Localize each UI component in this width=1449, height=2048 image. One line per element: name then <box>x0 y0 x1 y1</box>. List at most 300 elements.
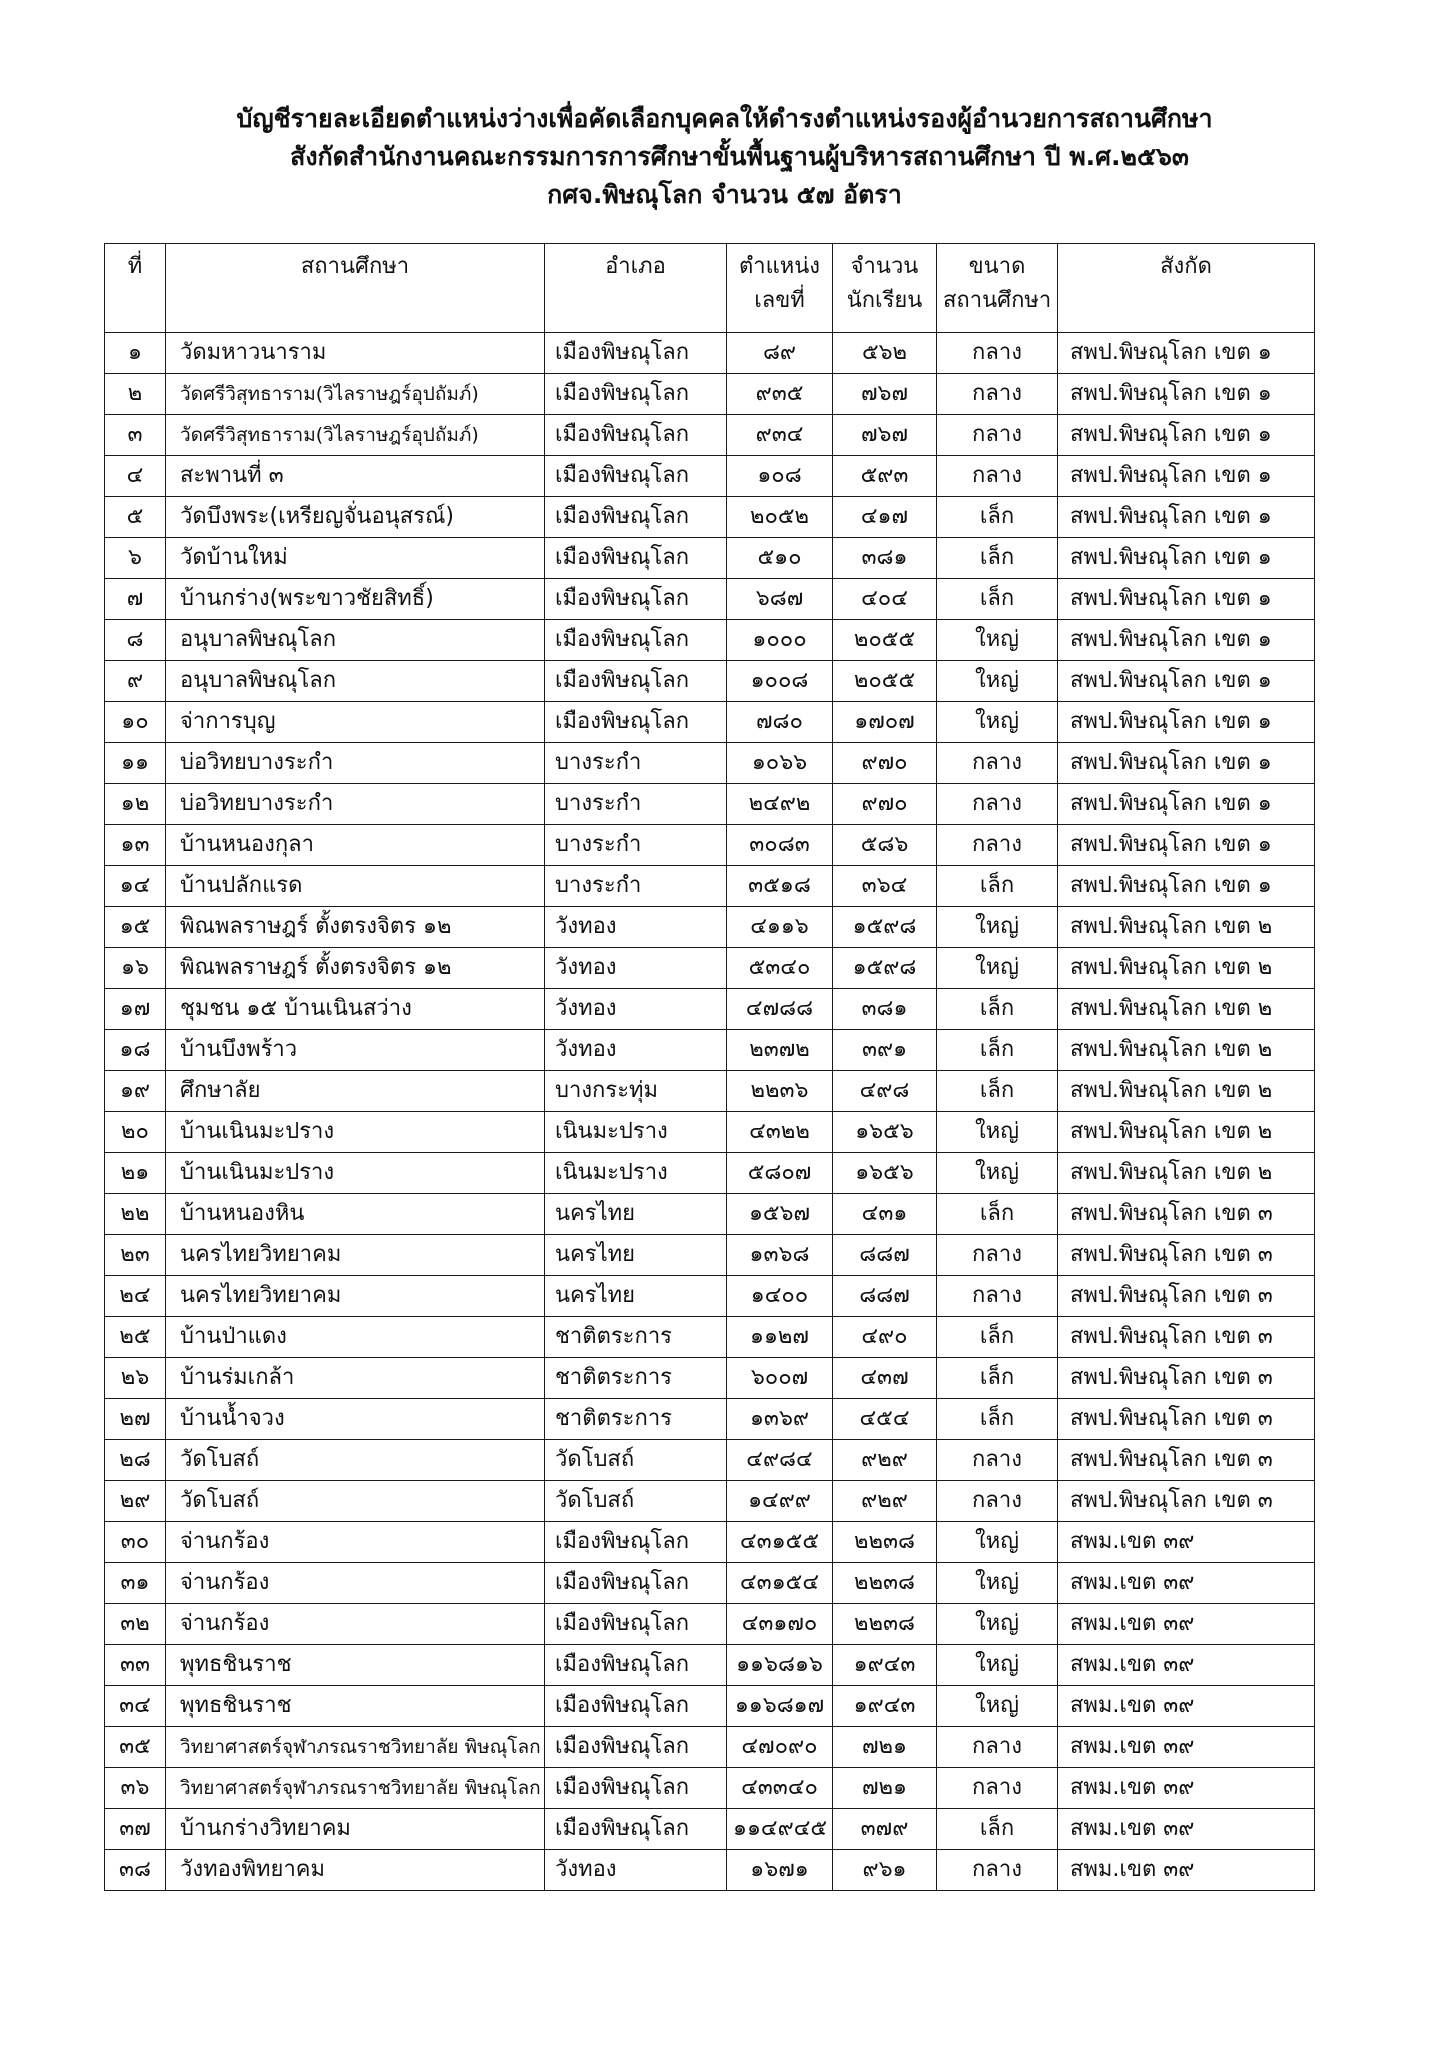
cell-district: บางกระทุ่ม <box>545 1071 727 1112</box>
header-position <box>727 244 833 333</box>
cell-affiliation: สพป.พิษณุโลก เขต ๓ <box>1058 1276 1315 1317</box>
cell-position: ๘๙ <box>727 333 833 374</box>
cell-district: วัดโบสถ์ <box>545 1440 727 1481</box>
cell-school: บ้านป่าแดง <box>166 1317 545 1358</box>
header-school: สถานศึกษา <box>166 244 545 333</box>
cell-affiliation: สพป.พิษณุโลก เขต ๓ <box>1058 1235 1315 1276</box>
cell-position: ๔๓๑๕๕ <box>727 1522 833 1563</box>
cell-school: บ้านหนองหิน <box>166 1194 545 1235</box>
cell-district: เมืองพิษณุโลก <box>545 538 727 579</box>
cell-district: วังทอง <box>545 948 727 989</box>
cell-position: ๗๘๐ <box>727 702 833 743</box>
cell-affiliation: สพป.พิษณุโลก เขต ๑ <box>1058 784 1315 825</box>
cell-size: กลาง <box>937 743 1058 784</box>
cell-affiliation: สพป.พิษณุโลก เขต ๑ <box>1058 333 1315 374</box>
cell-school: สะพานที่ ๓ <box>166 456 545 497</box>
cell-district: วังทอง <box>545 907 727 948</box>
cell-district: เมืองพิษณุโลก <box>545 1604 727 1645</box>
cell-size: กลาง <box>937 333 1058 374</box>
cell-size: กลาง <box>937 1481 1058 1522</box>
cell-position: ๔๑๑๖ <box>727 907 833 948</box>
cell-affiliation: สพม.เขต ๓๙ <box>1058 1809 1315 1850</box>
cell-no: ๒๐ <box>105 1112 166 1153</box>
cell-students: ๒๐๕๕ <box>833 620 937 661</box>
cell-students: ๔๐๔ <box>833 579 937 620</box>
cell-school: พิณพลราษฎร์ ตั้งตรงจิตร ๑๒ <box>166 948 545 989</box>
cell-size: เล็ก <box>937 1317 1058 1358</box>
cell-affiliation: สพป.พิษณุโลก เขต ๑ <box>1058 702 1315 743</box>
cell-school: บ้านเนินมะปราง <box>166 1112 545 1153</box>
cell-size: ใหญ่ <box>937 1522 1058 1563</box>
table-row <box>105 1276 1315 1317</box>
cell-no: ๕ <box>105 497 166 538</box>
cell-students: ๔๕๔ <box>833 1399 937 1440</box>
cell-students: ๑๗๐๗ <box>833 702 937 743</box>
cell-affiliation: สพป.พิษณุโลก เขต ๑ <box>1058 661 1315 702</box>
cell-affiliation: สพป.พิษณุโลก เขต ๓ <box>1058 1399 1315 1440</box>
cell-school: จ่าการบุญ <box>166 702 545 743</box>
header-students <box>833 244 937 333</box>
cell-size: เล็ก <box>937 989 1058 1030</box>
cell-position: ๔๓๒๒ <box>727 1112 833 1153</box>
cell-size: เล็ก <box>937 1809 1058 1850</box>
cell-students: ๗๖๗ <box>833 374 937 415</box>
cell-affiliation: สพป.พิษณุโลก เขต ๒ <box>1058 1071 1315 1112</box>
cell-size: เล็ก <box>937 1071 1058 1112</box>
header-students-line2: นักเรียน <box>846 288 923 313</box>
cell-affiliation: สพม.เขต ๓๙ <box>1058 1604 1315 1645</box>
table-row <box>105 1604 1315 1645</box>
cell-no: ๓๖ <box>105 1768 166 1809</box>
cell-size: เล็ก <box>937 1030 1058 1071</box>
table-row <box>105 333 1315 374</box>
cell-position: ๖๐๐๗ <box>727 1358 833 1399</box>
cell-district: ชาติตระการ <box>545 1399 727 1440</box>
cell-students: ๑๖๕๖ <box>833 1112 937 1153</box>
cell-position: ๔๓๓๔๐ <box>727 1768 833 1809</box>
cell-size: กลาง <box>937 1768 1058 1809</box>
cell-size: เล็ก <box>937 1194 1058 1235</box>
cell-students: ๒๐๕๕ <box>833 661 937 702</box>
cell-position: ๕๓๔๐ <box>727 948 833 989</box>
table-row <box>105 989 1315 1030</box>
table-row <box>105 1522 1315 1563</box>
cell-no: ๒๓ <box>105 1235 166 1276</box>
table-row <box>105 497 1315 538</box>
cell-size: กลาง <box>937 415 1058 456</box>
cell-school: พิณพลราษฎร์ ตั้งตรงจิตร ๑๒ <box>166 907 545 948</box>
cell-position: ๑๐๐๘ <box>727 661 833 702</box>
cell-students: ๕๙๓ <box>833 456 937 497</box>
cell-district: นครไทย <box>545 1276 727 1317</box>
cell-school: อนุบาลพิษณุโลก <box>166 661 545 702</box>
table-row <box>105 1317 1315 1358</box>
cell-position: ๙๓๔ <box>727 415 833 456</box>
header-position-line1: ตำแหน่ง <box>738 254 821 279</box>
cell-district: เมืองพิษณุโลก <box>545 1686 727 1727</box>
cell-school: อนุบาลพิษณุโลก <box>166 620 545 661</box>
cell-district: เมืองพิษณุโลก <box>545 1809 727 1850</box>
table-row <box>105 620 1315 661</box>
cell-school: จ่านกร้อง <box>166 1522 545 1563</box>
document-title: บัญชีรายละเอียดตำแหน่งว่างเพื่อคัดเลือกบุคคลให้ดำรงตำแหน่งรองผู้อำนวยการสถานศึกษา <box>236 104 1213 133</box>
cell-position: ๑๑๔๙๔๕ <box>727 1809 833 1850</box>
cell-no: ๑๖ <box>105 948 166 989</box>
table-row <box>105 1153 1315 1194</box>
cell-district: วังทอง <box>545 1850 727 1891</box>
cell-affiliation: สพป.พิษณุโลก เขต ๑ <box>1058 620 1315 661</box>
table-row <box>105 1071 1315 1112</box>
cell-affiliation: สพม.เขต ๓๙ <box>1058 1850 1315 1891</box>
table-row <box>105 1563 1315 1604</box>
cell-no: ๓๐ <box>105 1522 166 1563</box>
cell-district: เมืองพิษณุโลก <box>545 579 727 620</box>
cell-size: กลาง <box>937 374 1058 415</box>
cell-affiliation: สพป.พิษณุโลก เขต ๑ <box>1058 538 1315 579</box>
cell-position: ๒๔๙๒ <box>727 784 833 825</box>
cell-district: เมืองพิษณุโลก <box>545 1727 727 1768</box>
cell-position: ๑๑๖๘๑๗ <box>727 1686 833 1727</box>
cell-affiliation: สพป.พิษณุโลก เขต ๓ <box>1058 1358 1315 1399</box>
table-row <box>105 1358 1315 1399</box>
cell-size: เล็ก <box>937 579 1058 620</box>
cell-size: ใหญ่ <box>937 1686 1058 1727</box>
cell-no: ๓๘ <box>105 1850 166 1891</box>
cell-school: วัดบ้านใหม่ <box>166 538 545 579</box>
table-row <box>105 1727 1315 1768</box>
cell-affiliation: สพม.เขต ๓๙ <box>1058 1768 1315 1809</box>
cell-size: ใหญ่ <box>937 907 1058 948</box>
cell-position: ๑๔๐๐ <box>727 1276 833 1317</box>
cell-school: ศึกษาลัย <box>166 1071 545 1112</box>
header-size-line2: สถานศึกษา <box>943 288 1052 313</box>
cell-size: กลาง <box>937 1235 1058 1276</box>
cell-school: บ้านกร่างวิทยาคม <box>166 1809 545 1850</box>
cell-affiliation: สพม.เขต ๓๙ <box>1058 1645 1315 1686</box>
cell-size: กลาง <box>937 456 1058 497</box>
cell-students: ๔๓๑ <box>833 1194 937 1235</box>
cell-size: ใหญ่ <box>937 1604 1058 1645</box>
cell-students: ๒๒๓๘ <box>833 1563 937 1604</box>
cell-students: ๒๒๓๘ <box>833 1604 937 1645</box>
cell-affiliation: สพป.พิษณุโลก เขต ๒ <box>1058 948 1315 989</box>
cell-no: ๑๕ <box>105 907 166 948</box>
document-quota: กศจ.พิษณุโลก จำนวน ๕๗ อัตรา <box>547 180 902 209</box>
table-row <box>105 415 1315 456</box>
cell-position: ๑๑๖๘๑๖ <box>727 1645 833 1686</box>
cell-students: ๙๗๐ <box>833 743 937 784</box>
cell-district: เมืองพิษณุโลก <box>545 702 727 743</box>
cell-affiliation: สพม.เขต ๓๙ <box>1058 1563 1315 1604</box>
header-size-line1: ขนาด <box>968 254 1026 279</box>
cell-size: กลาง <box>937 784 1058 825</box>
table-row <box>105 1235 1315 1276</box>
cell-affiliation: สพป.พิษณุโลก เขต ๑ <box>1058 579 1315 620</box>
cell-position: ๑๐๐๐ <box>727 620 833 661</box>
cell-district: วังทอง <box>545 1030 727 1071</box>
table-row <box>105 661 1315 702</box>
cell-school: บ้านกร่าง(พระขาวชัยสิทธิ์) <box>166 579 545 620</box>
cell-district: บางระกำ <box>545 825 727 866</box>
table-row <box>105 1030 1315 1071</box>
cell-affiliation: สพป.พิษณุโลก เขต ๑ <box>1058 743 1315 784</box>
cell-affiliation: สพป.พิษณุโลก เขต ๓ <box>1058 1440 1315 1481</box>
cell-district: บางระกำ <box>545 866 727 907</box>
cell-school: วังทองพิทยาคม <box>166 1850 545 1891</box>
header-affiliation: สังกัด <box>1058 244 1315 333</box>
cell-size: ใหญ่ <box>937 948 1058 989</box>
cell-no: ๑ <box>105 333 166 374</box>
cell-position: ๑๖๗๑ <box>727 1850 833 1891</box>
header-district: อำเภอ <box>545 244 727 333</box>
cell-no: ๑๐ <box>105 702 166 743</box>
cell-no: ๒๙ <box>105 1481 166 1522</box>
cell-affiliation: สพป.พิษณุโลก เขต ๑ <box>1058 374 1315 415</box>
cell-size: เล็ก <box>937 1358 1058 1399</box>
cell-district: เมืองพิษณุโลก <box>545 374 727 415</box>
table-header <box>105 244 1315 333</box>
cell-students: ๙๖๑ <box>833 1850 937 1891</box>
cell-students: ๑๕๙๘ <box>833 907 937 948</box>
table-row <box>105 1645 1315 1686</box>
cell-size: กลาง <box>937 825 1058 866</box>
vacancy-table <box>104 243 1315 1891</box>
cell-size: ใหญ่ <box>937 702 1058 743</box>
cell-no: ๘ <box>105 620 166 661</box>
cell-district: วัดโบสถ์ <box>545 1481 727 1522</box>
cell-no: ๓๕ <box>105 1727 166 1768</box>
cell-students: ๔๑๗ <box>833 497 937 538</box>
cell-no: ๒๘ <box>105 1440 166 1481</box>
table-row <box>105 1686 1315 1727</box>
cell-affiliation: สพป.พิษณุโลก เขต ๑ <box>1058 497 1315 538</box>
cell-students: ๓๘๑ <box>833 989 937 1030</box>
cell-school: จ่านกร้อง <box>166 1563 545 1604</box>
cell-affiliation: สพม.เขต ๓๙ <box>1058 1686 1315 1727</box>
cell-students: ๗๖๗ <box>833 415 937 456</box>
cell-affiliation: สพป.พิษณุโลก เขต ๑ <box>1058 456 1315 497</box>
cell-size: ใหญ่ <box>937 1645 1058 1686</box>
cell-no: ๓๓ <box>105 1645 166 1686</box>
cell-no: ๑๘ <box>105 1030 166 1071</box>
cell-no: ๑๙ <box>105 1071 166 1112</box>
table-row <box>105 948 1315 989</box>
cell-no: ๒๑ <box>105 1153 166 1194</box>
cell-position: ๓๕๑๘ <box>727 866 833 907</box>
cell-no: ๑๒ <box>105 784 166 825</box>
cell-students: ๔๙๐ <box>833 1317 937 1358</box>
cell-no: ๒๖ <box>105 1358 166 1399</box>
cell-students: ๓๖๔ <box>833 866 937 907</box>
cell-affiliation: สพป.พิษณุโลก เขต ๑ <box>1058 415 1315 456</box>
table-row <box>105 784 1315 825</box>
cell-students: ๒๒๓๘ <box>833 1522 937 1563</box>
cell-students: ๙๒๙ <box>833 1481 937 1522</box>
cell-affiliation: สพป.พิษณุโลก เขต ๓ <box>1058 1317 1315 1358</box>
table-row <box>105 743 1315 784</box>
cell-affiliation: สพป.พิษณุโลก เขต ๓ <box>1058 1481 1315 1522</box>
cell-school: วิทยาศาสตร์จุฬาภรณราชวิทยาลัย พิษณุโลก <box>166 1727 545 1768</box>
cell-students: ๓๘๑ <box>833 538 937 579</box>
cell-size: ใหญ่ <box>937 1153 1058 1194</box>
cell-students: ๘๘๗ <box>833 1235 937 1276</box>
cell-district: เมืองพิษณุโลก <box>545 1768 727 1809</box>
cell-students: ๑๙๔๓ <box>833 1686 937 1727</box>
cell-school: วัดบึงพระ(เหรียญจั่นอนุสรณ์) <box>166 497 545 538</box>
cell-position: ๔๓๑๕๔ <box>727 1563 833 1604</box>
cell-no: ๓ <box>105 415 166 456</box>
cell-students: ๓๙๑ <box>833 1030 937 1071</box>
cell-school: บ้านเนินมะปราง <box>166 1153 545 1194</box>
cell-district: บางระกำ <box>545 784 727 825</box>
cell-position: ๒๒๓๖ <box>727 1071 833 1112</box>
table-row <box>105 1440 1315 1481</box>
table-row <box>105 907 1315 948</box>
table-row <box>105 1768 1315 1809</box>
cell-district: เมืองพิษณุโลก <box>545 1563 727 1604</box>
cell-size: ใหญ่ <box>937 661 1058 702</box>
cell-size: เล็ก <box>937 497 1058 538</box>
cell-no: ๑๑ <box>105 743 166 784</box>
table-row <box>105 1399 1315 1440</box>
cell-district: วังทอง <box>545 989 727 1030</box>
cell-position: ๑๑๒๗ <box>727 1317 833 1358</box>
header-no: ที่ <box>105 244 166 333</box>
cell-no: ๒๔ <box>105 1276 166 1317</box>
cell-district: นครไทย <box>545 1194 727 1235</box>
cell-position: ๒๓๗๒ <box>727 1030 833 1071</box>
cell-district: เมืองพิษณุโลก <box>545 620 727 661</box>
cell-school: วัดศรีวิสุทธาราม(วิไลราษฎร์อุปถัมภ์) <box>166 374 545 415</box>
cell-school: นครไทยวิทยาคม <box>166 1235 545 1276</box>
table-body <box>105 333 1315 1891</box>
cell-no: ๓๗ <box>105 1809 166 1850</box>
cell-school: พุทธชินราช <box>166 1645 545 1686</box>
cell-no: ๑๓ <box>105 825 166 866</box>
cell-position: ๑๓๖๘ <box>727 1235 833 1276</box>
header-size <box>937 244 1058 333</box>
cell-district: ชาติตระการ <box>545 1358 727 1399</box>
document-header <box>0 100 1449 214</box>
cell-position: ๑๐๖๖ <box>727 743 833 784</box>
table-row <box>105 374 1315 415</box>
table-row <box>105 1194 1315 1235</box>
cell-students: ๓๗๙ <box>833 1809 937 1850</box>
cell-affiliation: สพป.พิษณุโลก เขต ๒ <box>1058 907 1315 948</box>
table-row <box>105 1850 1315 1891</box>
cell-students: ๑๖๕๖ <box>833 1153 937 1194</box>
cell-no: ๑๔ <box>105 866 166 907</box>
cell-school: บ่อวิทยบางระกำ <box>166 784 545 825</box>
cell-no: ๒๒ <box>105 1194 166 1235</box>
cell-position: ๖๘๗ <box>727 579 833 620</box>
cell-school: วัดโบสถ์ <box>166 1481 545 1522</box>
document-subtitle: สังกัดสำนักงานคณะกรรมการการศึกษาขั้นพื้นฐานผู้บริหารสถานศึกษา ปี พ.ศ.๒๕๖๓ <box>290 142 1189 171</box>
cell-district: เมืองพิษณุโลก <box>545 456 727 497</box>
cell-affiliation: สพป.พิษณุโลก เขต ๑ <box>1058 825 1315 866</box>
cell-district: เนินมะปราง <box>545 1153 727 1194</box>
cell-size: กลาง <box>937 1727 1058 1768</box>
table-row <box>105 579 1315 620</box>
cell-school: วัดโบสถ์ <box>166 1440 545 1481</box>
cell-affiliation: สพป.พิษณุโลก เขต ๓ <box>1058 1194 1315 1235</box>
cell-district: เมืองพิษณุโลก <box>545 1645 727 1686</box>
table-row <box>105 538 1315 579</box>
cell-school: บ้านปลักแรด <box>166 866 545 907</box>
cell-position: ๔๗๐๙๐ <box>727 1727 833 1768</box>
cell-position: ๑๓๖๙ <box>727 1399 833 1440</box>
table-row <box>105 702 1315 743</box>
cell-students: ๘๘๗ <box>833 1276 937 1317</box>
cell-position: ๑๐๘ <box>727 456 833 497</box>
cell-students: ๙๒๙ <box>833 1440 937 1481</box>
cell-district: เมืองพิษณุโลก <box>545 1522 727 1563</box>
cell-affiliation: สพป.พิษณุโลก เขต ๒ <box>1058 1112 1315 1153</box>
cell-size: เล็ก <box>937 1399 1058 1440</box>
cell-size: กลาง <box>937 1850 1058 1891</box>
cell-position: ๕๑๐ <box>727 538 833 579</box>
cell-no: ๒ <box>105 374 166 415</box>
cell-position: ๕๘๐๗ <box>727 1153 833 1194</box>
table-row <box>105 866 1315 907</box>
cell-size: ใหญ่ <box>937 1112 1058 1153</box>
cell-no: ๑๗ <box>105 989 166 1030</box>
table-row <box>105 1481 1315 1522</box>
cell-school: วัดมหาวนาราม <box>166 333 545 374</box>
cell-students: ๗๒๑ <box>833 1727 937 1768</box>
cell-position: ๓๐๘๓ <box>727 825 833 866</box>
cell-school: บ้านร่มเกล้า <box>166 1358 545 1399</box>
cell-students: ๗๒๑ <box>833 1768 937 1809</box>
cell-district: เมืองพิษณุโลก <box>545 661 727 702</box>
cell-district: เนินมะปราง <box>545 1112 727 1153</box>
cell-district: เมืองพิษณุโลก <box>545 415 727 456</box>
cell-school: ชุมชน ๑๕ บ้านเนินสว่าง <box>166 989 545 1030</box>
cell-no: ๗ <box>105 579 166 620</box>
cell-position: ๔๗๘๘ <box>727 989 833 1030</box>
cell-students: ๕๘๖ <box>833 825 937 866</box>
cell-position: ๔๙๘๔ <box>727 1440 833 1481</box>
cell-affiliation: สพป.พิษณุโลก เขต ๑ <box>1058 866 1315 907</box>
cell-position: ๑๔๙๙ <box>727 1481 833 1522</box>
cell-position: ๑๕๖๗ <box>727 1194 833 1235</box>
cell-size: ใหญ่ <box>937 620 1058 661</box>
cell-students: ๙๗๐ <box>833 784 937 825</box>
cell-school: บ้านหนองกุลา <box>166 825 545 866</box>
cell-size: เล็ก <box>937 538 1058 579</box>
cell-no: ๒๗ <box>105 1399 166 1440</box>
cell-no: ๓๑ <box>105 1563 166 1604</box>
table-row <box>105 1112 1315 1153</box>
cell-district: ชาติตระการ <box>545 1317 727 1358</box>
cell-no: ๔ <box>105 456 166 497</box>
table-row <box>105 825 1315 866</box>
cell-size: กลาง <box>937 1276 1058 1317</box>
cell-no: ๓๒ <box>105 1604 166 1645</box>
cell-no: ๙ <box>105 661 166 702</box>
cell-school: บ้านน้ำจวง <box>166 1399 545 1440</box>
table-row <box>105 1809 1315 1850</box>
cell-size: ใหญ่ <box>937 1563 1058 1604</box>
cell-affiliation: สพป.พิษณุโลก เขต ๒ <box>1058 1153 1315 1194</box>
cell-affiliation: สพป.พิษณุโลก เขต ๒ <box>1058 1030 1315 1071</box>
cell-position: ๒๐๕๒ <box>727 497 833 538</box>
cell-district: เมืองพิษณุโลก <box>545 333 727 374</box>
cell-no: ๒๕ <box>105 1317 166 1358</box>
cell-school: จ่านกร้อง <box>166 1604 545 1645</box>
cell-school: บ่อวิทยบางระกำ <box>166 743 545 784</box>
cell-district: เมืองพิษณุโลก <box>545 497 727 538</box>
